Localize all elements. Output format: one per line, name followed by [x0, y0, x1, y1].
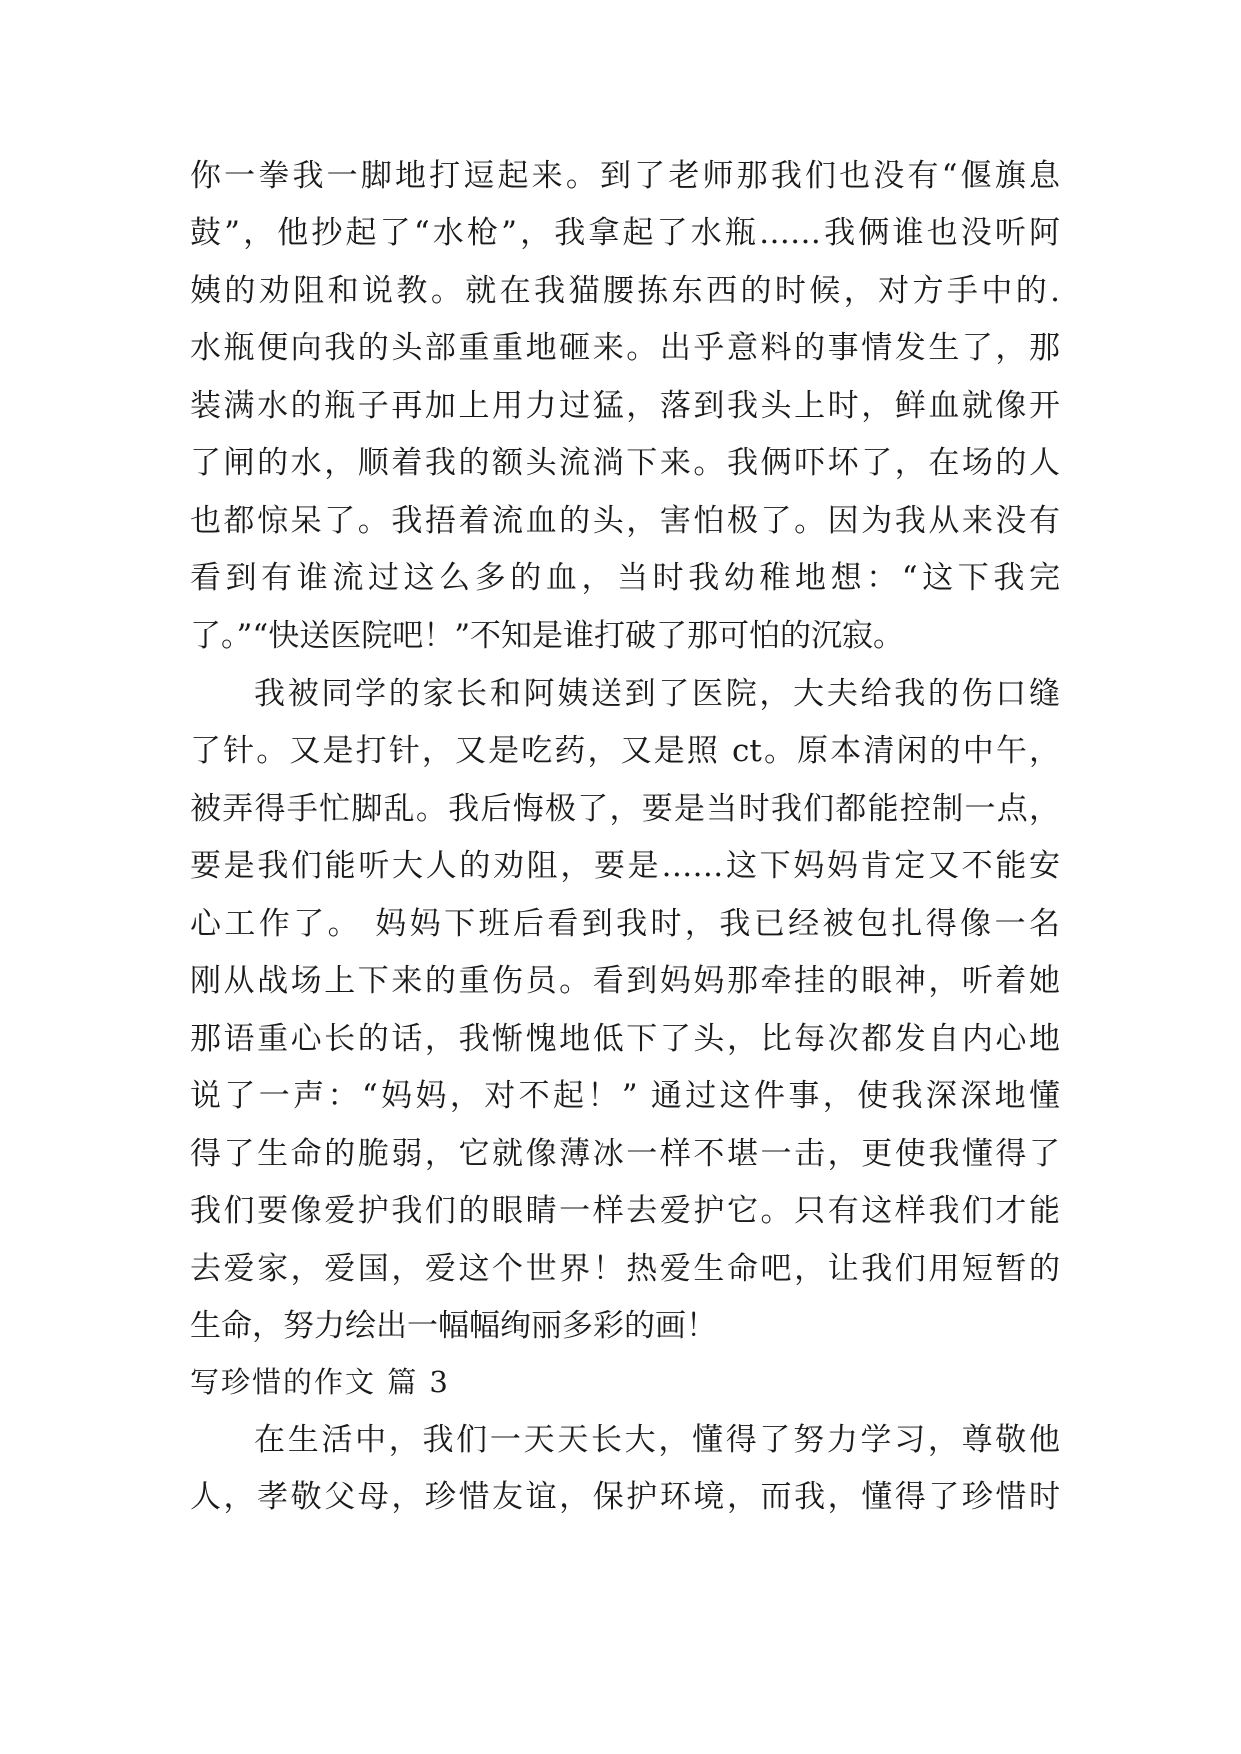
text-line: 了闸的水，顺着我的额头流淌下来。我俩吓坏了，在场的人: [190, 445, 1060, 481]
text-line: 了。”“快送医院吧！”不知是谁打破了那可怕的沉寂。: [190, 618, 905, 654]
text-line: 看到有谁流过这么多的血，当时我幼稚地想：“这下我完: [190, 560, 1060, 596]
paragraph-first-line: 在生活中，我们一天天长大，懂得了努力学习，尊敬他: [254, 1422, 1060, 1458]
text-line: 鼓”，他抄起了“水枪”，我拿起了水瓶……我俩谁也没听阿: [190, 215, 1060, 251]
text-line: 心工作了。 妈妈下班后看到我时，我已经被包扎得像一名: [190, 906, 1060, 942]
text-line: 生命，努力绘出一幅幅绚丽多彩的画！: [190, 1308, 717, 1344]
text-line: 装满水的瓶子再加上用力过猛，落到我头上时，鲜血就像开: [190, 388, 1060, 424]
paragraph-first-line: 我被同学的家长和阿姨送到了医院，大夫给我的伤口缝: [254, 676, 1060, 712]
text-line: 刚从战场上下来的重伤员。看到妈妈那牵挂的眼神，听着她: [190, 963, 1060, 999]
text-line: 那语重心长的话，我惭愧地低下了头，比每次都发自内心地: [190, 1021, 1060, 1057]
text-line: 要是我们能听大人的劝阻，要是……这下妈妈肯定又不能安: [190, 848, 1060, 884]
section-heading: 写珍惜的作文 篇 3: [190, 1365, 450, 1399]
text-line: 也都惊呆了。我捂着流血的头，害怕极了。因为我从来没有: [190, 503, 1060, 539]
text-line: 去爱家，爱国，爱这个世界！热爱生命吧，让我们用短暂的: [190, 1251, 1060, 1287]
text-line: 人，孝敬父母，珍惜友谊，保护环境，而我，懂得了珍惜时: [190, 1479, 1060, 1515]
text-line: 水瓶便向我的头部重重地砸来。出乎意料的事情发生了，那: [190, 330, 1060, 366]
text-line: 被弄得手忙脚乱。我后悔极了，要是当时我们都能控制一点，: [190, 791, 1060, 827]
text-line: 姨的劝阻和说教。就在我猫腰拣东西的时候，对方手中的.: [190, 273, 1060, 309]
text-line: 说了一声：“妈妈，对不起！” 通过这件事，使我深深地懂: [190, 1078, 1060, 1114]
text-line: 了针。又是打针，又是吃药，又是照 ct。原本清闲的中午，: [190, 733, 1060, 769]
text-line: 得了生命的脆弱，它就像薄冰一样不堪一击，更使我懂得了: [190, 1136, 1060, 1172]
text-line: 你一拳我一脚地打逗起来。到了老师那我们也没有“偃旗息: [190, 158, 1060, 194]
text-line: 我们要像爱护我们的眼睛一样去爱护它。只有这样我们才能: [190, 1193, 1060, 1229]
